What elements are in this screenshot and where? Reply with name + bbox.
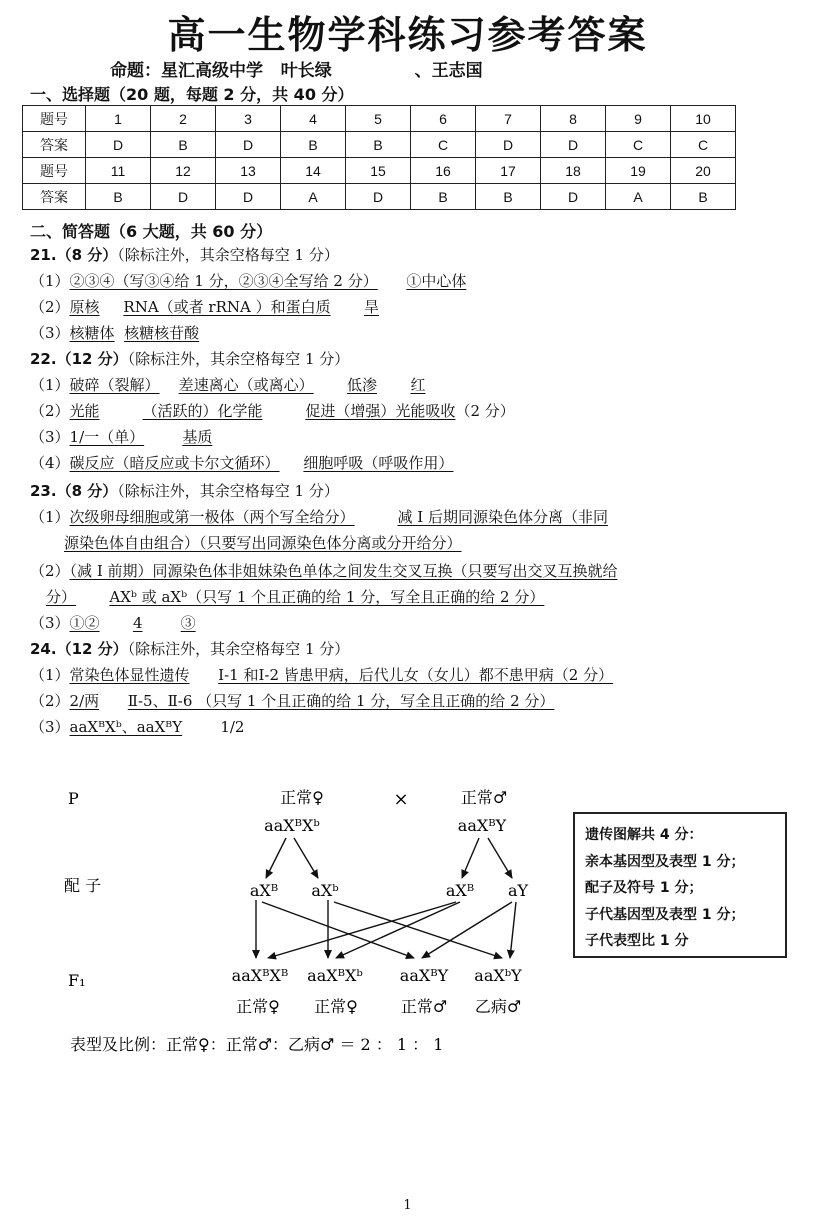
table-row	[23, 184, 736, 210]
arrow-parent1-to-gamete2	[294, 838, 318, 878]
arrow-g1-to-o3	[262, 902, 414, 958]
table-row	[23, 158, 736, 184]
table-cell: 16	[411, 158, 476, 184]
authors: 命题：星汇高级中学 叶长绿 、王志国	[110, 61, 483, 81]
q21-l3-prefix: （3）	[30, 324, 70, 342]
q22-l1-answer-d: 红	[410, 376, 426, 394]
q24-line-1	[30, 664, 613, 686]
table-cell: 4	[281, 106, 346, 132]
table-cell: B	[86, 184, 151, 210]
q21-line-1	[30, 270, 466, 292]
arrow-g3-to-o2	[336, 902, 460, 958]
cross-symbol: ×	[393, 789, 409, 810]
q23-l1-answer-a: 次级卵母细胞或第一极体（两个写全给分）	[69, 508, 355, 526]
table-cell: 17	[476, 158, 541, 184]
table-cell: 10	[671, 106, 736, 132]
q23-l2-answer-b: 分）	[46, 588, 77, 606]
q24-number: 24.（12 分）	[30, 640, 128, 658]
q22-note: （除标注外，其余空格每空 1 分）	[127, 350, 350, 368]
offspring-phenotype-3: 正常♂	[400, 997, 448, 1016]
section-1-heading: 一、选择题（20 题，每题 2 分，共 40 分）	[30, 85, 354, 104]
q23-line-2	[30, 560, 618, 582]
q22-l1-prefix: （1）	[30, 376, 70, 394]
q22-l3-answer-a: 1/一（单）	[69, 428, 145, 446]
section-2-heading: 二、简答题（6 大题，共 60 分）	[30, 222, 273, 241]
q22-l4-prefix: （4）	[30, 454, 70, 472]
answer-table	[22, 105, 736, 210]
table-row	[23, 106, 736, 132]
q22-l2-answer-a: 光能	[69, 402, 100, 420]
q21-line-2	[30, 296, 379, 318]
table-cell: B	[281, 132, 346, 158]
scoring-line: 子代表型比 1 分	[585, 933, 689, 949]
q21-l1-answer-a: ②③④（写③④给 1 分，②③④全写给 2 分）	[69, 272, 378, 290]
q24-line-2	[30, 690, 554, 712]
q21-l2-answer-b: RNA（或者 rRNA ）和蛋白质	[123, 298, 331, 316]
gamete-label: 配 子	[64, 876, 102, 895]
q22-line-3	[30, 426, 212, 448]
table-row	[23, 132, 736, 158]
table-cell: 14	[281, 158, 346, 184]
q22-l2-answer-b: （活跃的）化学能	[142, 402, 263, 420]
q23-l1-answer-b: 减 I 后期同源染色体分离（非同	[397, 508, 608, 526]
q24-note: （除标注外，其余空格每空 1 分）	[127, 640, 350, 658]
q22-line-1	[30, 374, 425, 396]
offspring-phenotype-1: 正常♀	[236, 997, 280, 1016]
table-cell: 题号	[23, 158, 86, 184]
q22-l2-answer-c: 促进（增强）光能吸收	[305, 402, 456, 420]
q23-l2-answer-c: AXᵇ 或 aXᵇ（只写 1 个且正确的给 1 分，写全且正确的给 2 分）	[109, 588, 545, 606]
table-cell: D	[216, 132, 281, 158]
q24-l3-prefix: （3）	[30, 718, 70, 736]
table-cell: D	[541, 184, 606, 210]
table-cell: A	[281, 184, 346, 210]
q21-l2-prefix: （2）	[30, 298, 70, 316]
table-cell: D	[151, 184, 216, 210]
q23-l3-answer-b: 4	[132, 614, 143, 632]
q22-header	[30, 348, 349, 370]
q24-l2-prefix: （2）	[30, 692, 70, 710]
q22-l1-answer-c: 低渗	[347, 376, 378, 394]
gamete-2: aXᵇ	[311, 881, 339, 900]
table-cell: 答案	[23, 184, 86, 210]
q23-line-1	[30, 506, 608, 528]
q21-l2-answer-a: 原核	[69, 298, 100, 316]
offspring-genotype-3: aaXᴮY	[399, 966, 449, 985]
table-cell: 1	[86, 106, 151, 132]
q21-note: （除标注外，其余空格每空 1 分）	[117, 246, 339, 264]
table-cell: 12	[151, 158, 216, 184]
q22-l1-answer-b: 差速离心（或离心）	[178, 376, 314, 394]
offspring-genotype-4: aaXᵇY	[474, 966, 522, 985]
table-cell: 答案	[23, 132, 86, 158]
table-cell: 20	[671, 158, 736, 184]
table-cell: B	[476, 184, 541, 210]
f1-generation-label: F₁	[68, 971, 86, 990]
q21-line-3	[30, 322, 199, 344]
q22-l2-prefix: （2）	[30, 402, 70, 420]
table-cell: B	[346, 132, 411, 158]
q24-l1-answer-a: 常染色体显性遗传	[69, 666, 190, 684]
q22-l3-answer-b: 基质	[182, 428, 213, 446]
table-cell: B	[671, 184, 736, 210]
q23-l3-answer-a: ①②	[69, 614, 100, 632]
gamete-3: aXᴮ	[445, 881, 475, 900]
table-cell: 13	[216, 158, 281, 184]
scoring-line: 配子及符号 1 分；	[585, 880, 703, 896]
q24-l3-answer-a: aaXᴮXᵇ、aaXᴮY	[69, 718, 183, 736]
table-cell: 19	[606, 158, 671, 184]
table-cell: 15	[346, 158, 411, 184]
table-cell: 3	[216, 106, 281, 132]
q23-l3-answer-c: ③	[180, 614, 196, 632]
parent1-phenotype: 正常♀	[280, 788, 324, 807]
q21-l1-answer-b: ①中心体	[406, 272, 467, 290]
table-cell: C	[606, 132, 671, 158]
q21-number: 21.（8 分）	[30, 246, 118, 264]
offspring-phenotype-4: 乙病♂	[474, 997, 522, 1016]
q22-l4-answer-b: 细胞呼吸（呼吸作用）	[303, 454, 454, 472]
table-cell: D	[216, 184, 281, 210]
q23-note: （除标注外，其余空格每空 1 分）	[117, 482, 339, 500]
p-generation-label: P	[68, 789, 79, 808]
arrow-parent2-to-gamete3	[462, 838, 479, 878]
q21-header	[30, 244, 339, 266]
q23-l1-prefix: （1）	[30, 508, 70, 526]
table-cell: 9	[606, 106, 671, 132]
table-cell: 18	[541, 158, 606, 184]
arrow-g2-to-o4	[334, 902, 502, 958]
parent2-phenotype: 正常♂	[460, 788, 508, 807]
q23-l2-answer-a: （减 I 前期）同源染色体非姐妹染色单体之间发生交叉互换（只要写出交叉互换就给	[69, 562, 618, 580]
table-cell: D	[476, 132, 541, 158]
table-cell: A	[606, 184, 671, 210]
table-cell: C	[411, 132, 476, 158]
q24-l1-answer-b: Ⅰ-1 和Ⅰ-2 皆患甲病，后代儿女（女儿）都不患甲病（2 分）	[218, 666, 614, 684]
table-cell: C	[671, 132, 736, 158]
q24-l1-prefix: （1）	[30, 666, 70, 684]
q23-header	[30, 480, 339, 502]
table-cell: 2	[151, 106, 216, 132]
table-cell: D	[541, 132, 606, 158]
arrow-parent1-to-gamete1	[266, 838, 286, 878]
scoring-line: 遗传图解共 4 分：	[585, 827, 703, 843]
parent2-genotype: aaXᴮY	[457, 816, 507, 835]
q23-l2-prefix: （2）	[30, 562, 70, 580]
offspring-genotype-1: aaXᴮXᴮ	[231, 966, 289, 985]
offspring-phenotype-2: 正常♀	[314, 997, 358, 1016]
q23-line-1-cont	[64, 532, 462, 554]
scoring-line: 子代基因型及表型 1 分；	[585, 906, 745, 923]
q22-l2-note: （2 分）	[455, 402, 515, 420]
q23-line-2-cont	[46, 586, 544, 608]
page-number: 1	[403, 1198, 412, 1213]
q24-l2-answer-b: Ⅱ-5、Ⅱ-6 （只写 1 个且正确的给 1 分，写全且正确的给 2 分）	[127, 692, 555, 710]
q22-line-2	[30, 400, 515, 422]
table-cell: D	[86, 132, 151, 158]
q24-l2-answer-a: 2/两	[69, 692, 100, 710]
arrow-g3-to-o1	[268, 902, 456, 958]
q24-l3-answer-b: 1/2	[220, 718, 245, 736]
table-cell: 8	[541, 106, 606, 132]
phenotype-ratio: 表型及比例：正常♀：正常♂：乙病♂ ＝ 2 ： 1 ： 1	[70, 1035, 444, 1054]
page-title: 高一生物学科练习参考答案	[167, 13, 648, 57]
q23-l3-prefix: （3）	[30, 614, 70, 632]
q24-line-3	[30, 716, 244, 738]
table-cell: 6	[411, 106, 476, 132]
q23-line-3	[30, 612, 196, 634]
scoring-line: 亲本基因型及表型 1 分；	[585, 853, 745, 870]
offspring-genotype-2: aaXᴮXᵇ	[307, 966, 363, 985]
q23-number: 23.（8 分）	[30, 482, 118, 500]
table-cell: B	[151, 132, 216, 158]
table-cell: 题号	[23, 106, 86, 132]
q21-l3-answer-a: 核糖体	[69, 324, 115, 342]
q21-l1-prefix: （1）	[30, 272, 70, 290]
q22-line-4	[30, 452, 453, 474]
table-cell: 7	[476, 106, 541, 132]
q22-l3-prefix: （3）	[30, 428, 70, 446]
gamete-1: aXᴮ	[249, 881, 279, 900]
q24-header	[30, 638, 349, 660]
scoring-box	[573, 812, 787, 958]
parent1-genotype: aaXᴮXᵇ	[264, 816, 320, 835]
q21-l2-answer-c: 旱	[364, 298, 380, 316]
q23-l1-answer-c: 源染色体自由组合）（只要写出同源染色体分离或分开给分）	[64, 534, 462, 552]
table-cell: D	[346, 184, 411, 210]
arrow-g4-to-o4	[510, 902, 516, 958]
table-cell: 11	[86, 158, 151, 184]
q21-l3-answer-b: 核糖核苷酸	[124, 324, 200, 342]
q22-number: 22.（12 分）	[30, 350, 128, 368]
table-cell: 5	[346, 106, 411, 132]
arrow-g4-to-o3	[422, 902, 512, 958]
q22-l4-answer-a: 碳反应（暗反应或卡尔文循环）	[69, 454, 280, 472]
q22-l1-answer-a: 破碎（裂解）	[69, 376, 160, 394]
arrow-parent2-to-gamete4	[488, 838, 512, 878]
gamete-4: aY	[507, 881, 529, 900]
table-cell: B	[411, 184, 476, 210]
